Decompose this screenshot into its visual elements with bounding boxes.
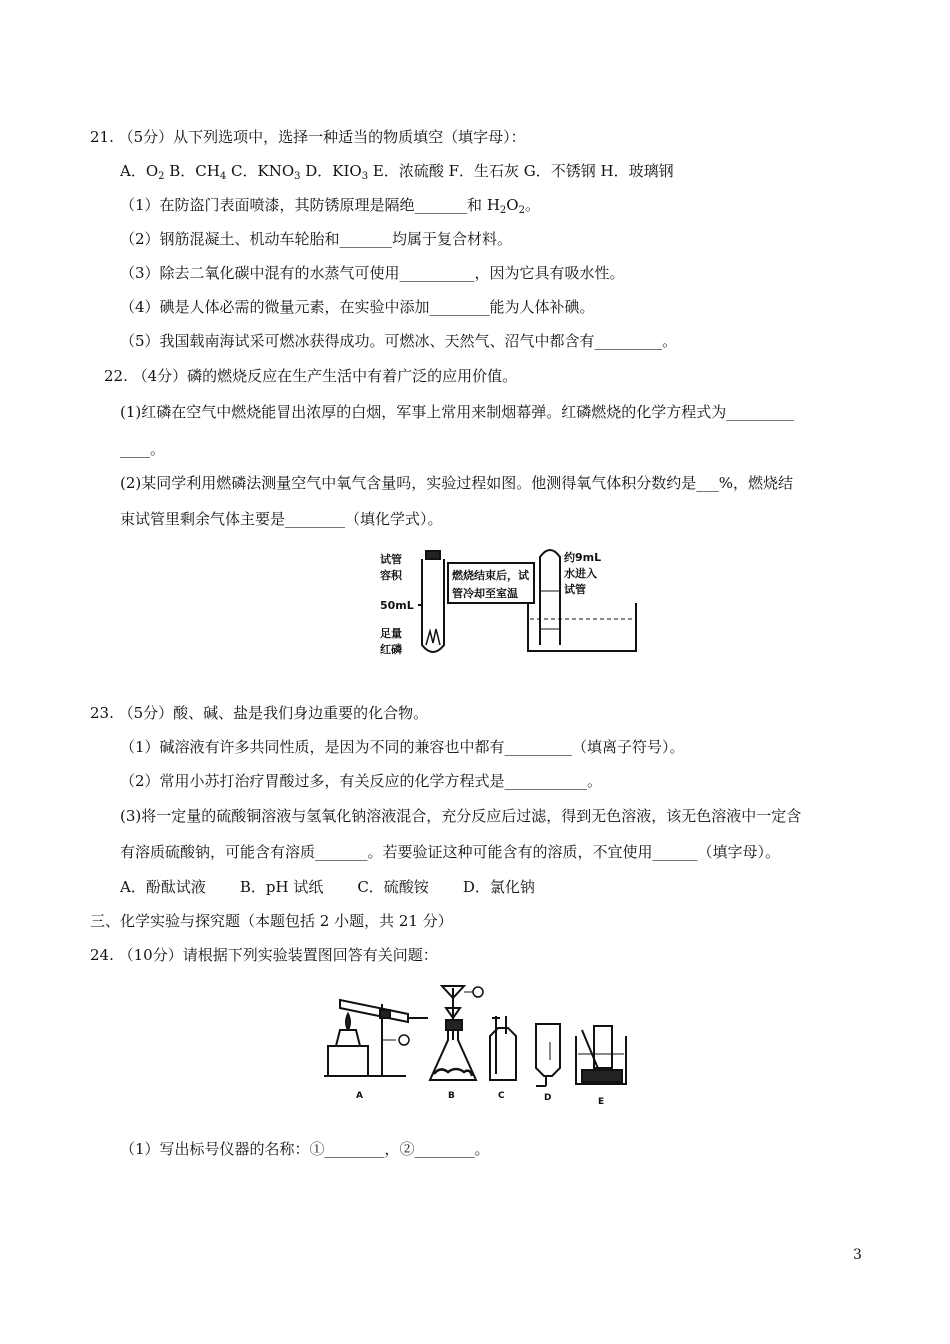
q22-part2-line1: (2)某同学利用燃磷法测量空气中氧气含量吗，实验过程如图。他测得氧气体积分数约是___%，燃烧结 (120, 474, 794, 492)
fig-label-a: A (356, 1091, 363, 1101)
q22-stem: 22. （4分）磷的燃烧反应在生产生活中有着广泛的应用价值。 (104, 367, 518, 385)
fig-label-tube: 试管 (380, 553, 402, 566)
apparatus-e-icon (576, 1026, 626, 1084)
q23-part3-line1: (3)将一定量的硫酸铜溶液与氢氧化钠溶液混合，充分反应后过滤，得到无色溶液，该无色溶液中一定含 (120, 807, 802, 825)
q23-stem: 23. （5分）酸、碱、盐是我们身边重要的化合物。 (90, 704, 429, 722)
inverted-tube-icon (540, 550, 560, 645)
q23-part1: （1）碱溶液有许多共同性质，是因为不同的兼容也中都有_________（填离子符号）。 (120, 738, 685, 756)
apparatus-c-icon (490, 1016, 516, 1080)
q24-part1: （1）写出标号仪器的名称：①________，②________。 (120, 1140, 490, 1158)
q21-part2: （2）钢筋混凝土、机动车轮胎和_______均属于复合材料。 (120, 230, 513, 248)
stopper-icon (426, 551, 440, 559)
q24-stem: 24. （10分）请根据下列实验装置图回答有关问题： (90, 946, 438, 964)
q23-part3-line2: 有溶质硫酸钠，可能含有溶质_______。若要验证这种可能含有的溶质，不宜使用______（填字母）。 (120, 843, 781, 861)
beaker-icon (528, 603, 636, 651)
section-3-heading: 三、化学实验与探究题（本题包括 2 小题，共 21 分） (90, 912, 453, 930)
fig-label-b: B (448, 1091, 455, 1101)
fig-label-c: C (498, 1091, 505, 1101)
red-phosphorus-icon (426, 629, 440, 645)
fig-label-e: E (598, 1097, 605, 1106)
q22-part1-line2: ____。 (120, 440, 166, 458)
page-number: 3 (853, 1247, 862, 1263)
q21-part5: （5）我国载南海试采可燃冰获得成功。可燃冰、天然气、沼气中都含有_________。 (120, 332, 678, 350)
apparatus-d-icon (536, 1024, 560, 1086)
fig-label-cooled: 管冷却至室温 (452, 587, 518, 600)
fig-label-volume: 容积 (380, 569, 402, 582)
fig-label-9ml: 约9mL (564, 551, 602, 564)
q21-options: A．$O_2$ B．$CH_4$ C．$KNO_3$ D．$KIO_3$ E．浓硫酸 F．生石灰 G．不锈钢 H．玻璃钢 (120, 162, 674, 182)
lab-apparatus-figure (320, 980, 640, 1106)
phosphorus-experiment-figure (378, 545, 664, 665)
q21-part1: （1）在防盗门表面喷漆，其防锈原理是隔绝_______和 $H_2O_2$。 (120, 196, 540, 216)
q23-choice-b: B．pH 试纸 (239, 878, 324, 896)
q23-choice-d: D．氯化钠 (462, 878, 535, 896)
fig-label-water-enters: 水进入 (564, 567, 597, 580)
q23-choices (120, 877, 535, 897)
fig-label-after-burning: 燃烧结束后，试 (452, 569, 529, 582)
fig-label-d: D (544, 1093, 552, 1103)
fig-label-test-tube: 试管 (564, 583, 586, 596)
q23-choice-a: A．酚酞试液 (120, 878, 206, 896)
q22-part1-line1: (1)红磷在空气中燃烧能冒出浓厚的白烟，军事上常用来制烟幕弹。红磷燃烧的化学方程式为_________ (120, 403, 794, 421)
fig-label-sufficient: 足量 (380, 627, 402, 640)
apparatus-b-icon (430, 986, 483, 1080)
fig-label-50ml: 50mL (380, 599, 414, 612)
q21-part3: （3）除去二氧化碳中混有的水蒸气可使用__________，因为它具有吸水性。 (120, 264, 625, 282)
q21-stem: 21. （5分）从下列选项中，选择一种适当的物质填空（填字母）： (90, 128, 526, 146)
q22-part2-line2: 束试管里剩余气体主要是________（填化学式）。 (120, 510, 443, 528)
apparatus-a-icon (324, 1000, 428, 1076)
q23-choice-c: C．硫酸铵 (357, 878, 429, 896)
q23-part2: （2）常用小苏打治疗胃酸过多，有关反应的化学方程式是___________。 (120, 772, 603, 790)
test-tube-icon (422, 559, 444, 652)
q21-part4: （4）碘是人体必需的微量元素，在实验中添加________能为人体补碘。 (120, 298, 595, 316)
fig-label-red-phosphorus: 红磷 (380, 643, 402, 656)
